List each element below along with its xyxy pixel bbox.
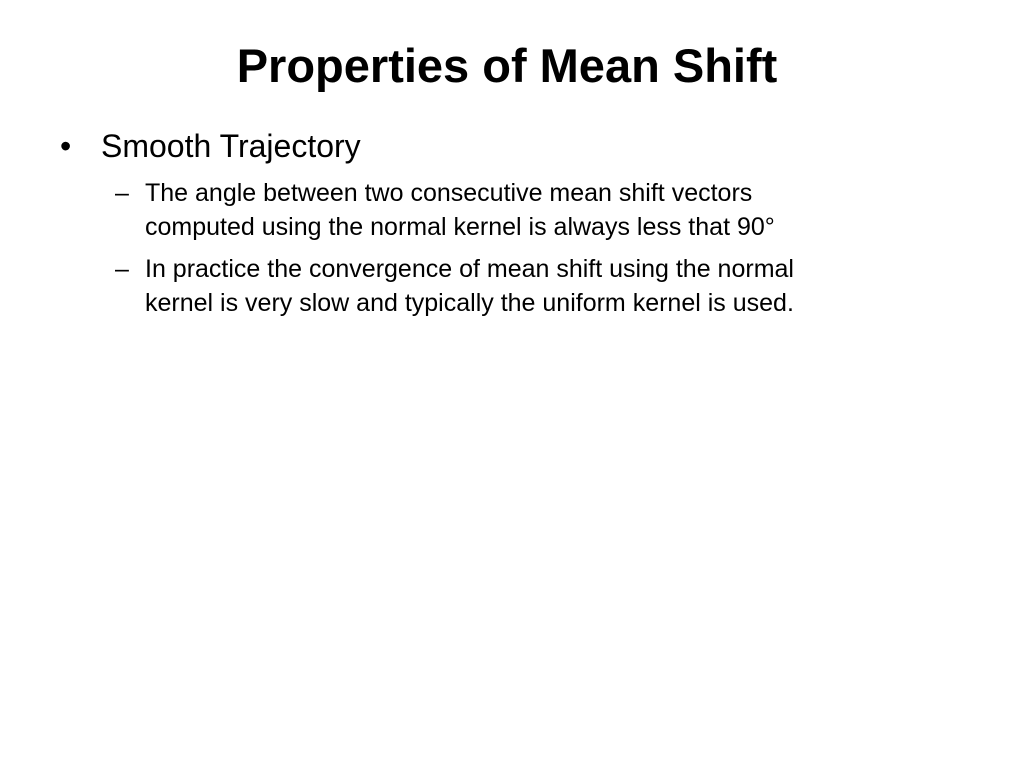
slide-content [60, 126, 960, 328]
sub-bullet-list [115, 176, 960, 320]
bullet-text: Smooth Trajectory [101, 128, 361, 164]
sub-bullet-line: computed using the normal kernel is always less that 90° [145, 213, 775, 241]
sub-bullet-line: The angle between two consecutive mean shift vectors [145, 179, 753, 207]
bullet-marker: • [60, 128, 72, 164]
slide-title: Properties of Mean Shift [236, 39, 778, 92]
sub-bullet-line: kernel is very slow and typically the uniform kernel is used. [145, 289, 794, 317]
sub-bullet-marker: – [115, 255, 129, 283]
sub-bullet-item [115, 176, 960, 244]
sub-bullet-line: In practice the convergence of mean shift using the normal [145, 255, 794, 283]
sub-bullet-marker: – [115, 179, 129, 207]
bullet-item [60, 126, 960, 166]
sub-bullet-item [115, 252, 960, 320]
